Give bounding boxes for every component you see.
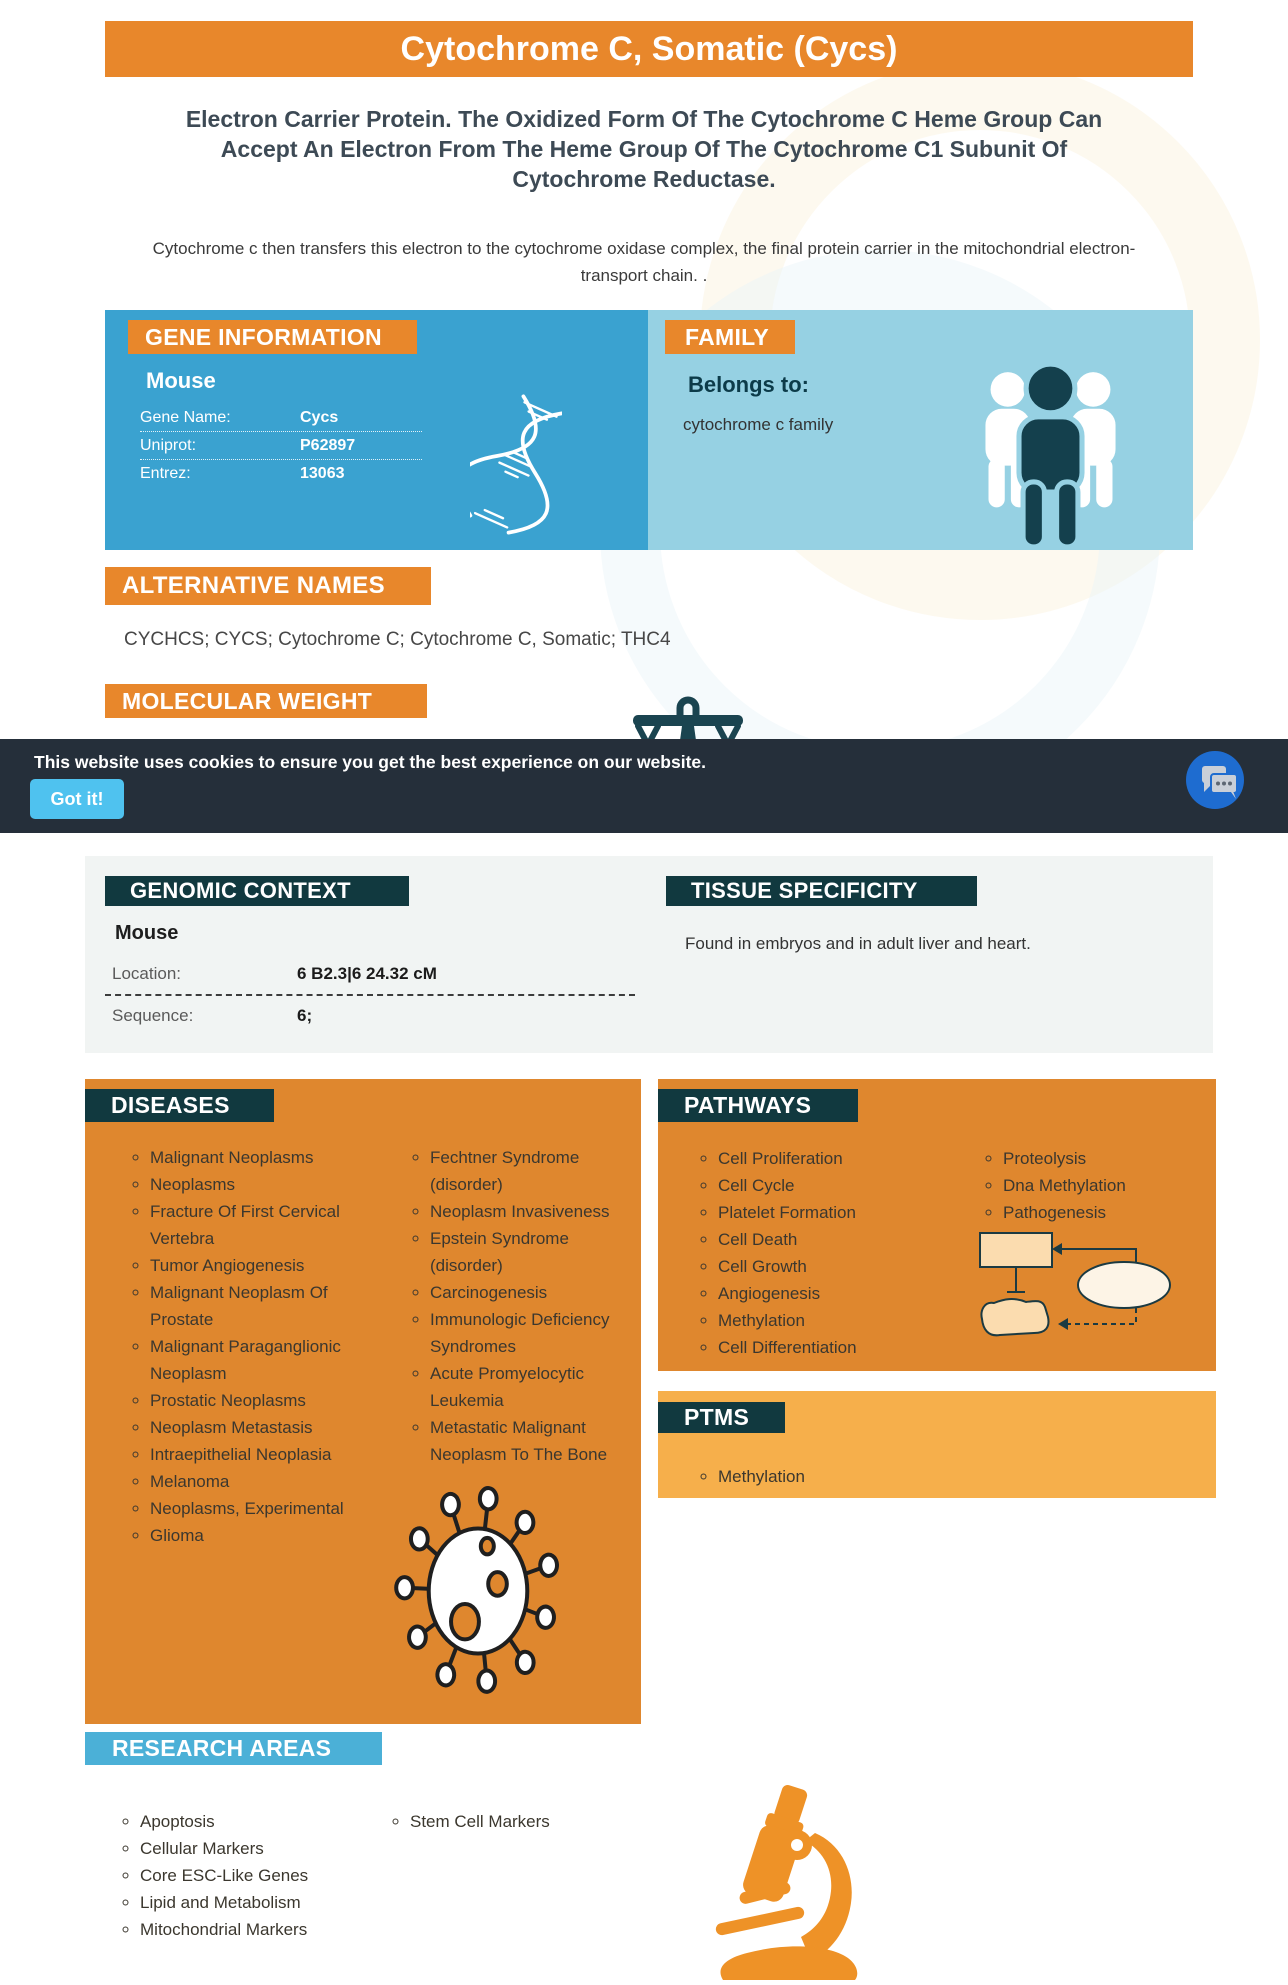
- entrez-value: 13063: [300, 465, 345, 482]
- divider: [105, 994, 635, 996]
- list-item: ◦ Epstein Syndrome (disorder): [430, 1225, 627, 1279]
- list-item: ◦ Methylation: [718, 1307, 913, 1334]
- ptms-panel: [658, 1391, 1216, 1498]
- location-label: Location:: [112, 964, 181, 983]
- family-panel: [648, 310, 1193, 550]
- gene-information-heading: GENE INFORMATION: [128, 320, 417, 354]
- dna-icon: [470, 382, 562, 547]
- flowchart-icon: [976, 1227, 1178, 1349]
- family-heading: FAMILY: [665, 320, 795, 354]
- research-areas-list-2: [375, 1808, 635, 1835]
- molecular-weight-heading: MOLECULAR WEIGHT: [105, 684, 427, 718]
- diseases-heading: DISEASES: [85, 1089, 274, 1122]
- list-item: ◦ Cell Death: [718, 1226, 913, 1253]
- pathways-list-2: [968, 1145, 1198, 1226]
- list-item: ◦ Cellular Markers: [140, 1835, 365, 1862]
- list-item: ◦ Cell Proliferation: [718, 1145, 913, 1172]
- location-row: [112, 964, 632, 984]
- gene-name-row: [140, 404, 422, 432]
- list-item: ◦ Proteolysis: [1003, 1145, 1198, 1172]
- list-item: ◦ Cell Growth: [718, 1253, 913, 1280]
- gene-information-panel: [105, 310, 648, 550]
- list-item: ◦ Pathogenesis: [1003, 1199, 1198, 1226]
- list-item: ◦ Neoplasms: [150, 1171, 347, 1198]
- gene-name-value: Cycs: [300, 409, 339, 426]
- sequence-label: Sequence:: [112, 1006, 194, 1025]
- list-item: ◦ Stem Cell Markers: [410, 1808, 635, 1835]
- chat-bubbles-icon: [1186, 751, 1244, 809]
- tissue-specificity-heading: TISSUE SPECIFICITY: [666, 876, 977, 906]
- family-name: cytochrome c family: [683, 415, 834, 434]
- list-item: ◦ Carcinogenesis: [430, 1279, 627, 1306]
- list-item: ◦ Malignant Neoplasms: [150, 1144, 347, 1171]
- diseases-list-2: [395, 1144, 627, 1468]
- sequence-row: [112, 1006, 632, 1026]
- list-item: ◦ Dna Methylation: [1003, 1172, 1198, 1199]
- cookie-message: This website uses cookies to ensure you get the best experience on our website.: [34, 752, 706, 772]
- diseases-list-1: [115, 1144, 347, 1549]
- people-icon: [968, 362, 1133, 550]
- list-item: ◦ Core ESC-Like Genes: [140, 1862, 365, 1889]
- list-item: ◦ Immunologic Deficiency Syndromes: [430, 1306, 627, 1360]
- microscope-icon: [703, 1783, 915, 1983]
- gene-species: Mouse: [146, 368, 216, 393]
- ptms-list: [683, 1463, 983, 1490]
- list-item: ◦ Fechtner Syndrome (disorder): [430, 1144, 627, 1198]
- genomic-context-panel: [85, 856, 1213, 1053]
- list-item: ◦ Tumor Angiogenesis: [150, 1252, 347, 1279]
- pathways-heading: PATHWAYS: [658, 1089, 858, 1122]
- pathways-list-1: [683, 1145, 913, 1361]
- list-item: ◦ Neoplasm Invasiveness: [430, 1198, 627, 1225]
- list-item: ◦ Apoptosis: [140, 1808, 365, 1835]
- alternative-names-text: CYCHCS; CYCS; Cytochrome C; Cytochrome C, Somatic; THC4: [124, 629, 671, 650]
- uniprot-row: [140, 432, 422, 460]
- research-areas-list-1: [105, 1808, 365, 1943]
- alternative-names-heading: ALTERNATIVE NAMES: [105, 567, 431, 605]
- belongs-to-label: Belongs to:: [688, 372, 809, 397]
- virus-icon: [393, 1479, 563, 1699]
- list-item: ◦ Neoplasm Metastasis: [150, 1414, 347, 1441]
- uniprot-value: P62897: [300, 437, 356, 454]
- list-item: ◦ Cell Differentiation: [718, 1334, 913, 1361]
- ptms-heading: PTMS: [658, 1402, 785, 1433]
- chat-widget-button[interactable]: [1186, 751, 1244, 809]
- page-subtitle: Electron Carrier Protein. The Oxidized Form Of The Cytochrome C Heme Group Can Accept An Electron From The Heme Group Of The Cytochrome C1 Subunit Of Cytochrome Reductase.: [185, 106, 1103, 192]
- list-item: ◦ Glioma: [150, 1522, 347, 1549]
- tissue-specificity-text: Found in embryos and in adult liver and heart.: [685, 934, 1031, 953]
- uniprot-label: Uniprot:: [140, 437, 197, 454]
- genomic-context-heading: GENOMIC CONTEXT: [105, 876, 409, 906]
- location-value: 6 B2.3|6 24.32 cM: [297, 964, 437, 983]
- list-item: ◦ Acute Promyelocytic Leukemia: [430, 1360, 627, 1414]
- list-item: ◦ Fracture Of First Cervical Vertebra: [150, 1198, 347, 1252]
- list-item: ◦ Neoplasms, Experimental: [150, 1495, 347, 1522]
- page-title: Cytochrome C, Somatic (Cycs): [105, 21, 1193, 77]
- list-item: ◦ Angiogenesis: [718, 1280, 913, 1307]
- gene-info-table: [140, 404, 422, 487]
- pathways-panel: [658, 1079, 1216, 1371]
- list-item: ◦ Malignant Neoplasm Of Prostate: [150, 1279, 347, 1333]
- cookie-banner: [0, 739, 1288, 833]
- list-item: ◦ Methylation: [718, 1463, 983, 1490]
- got-it-button[interactable]: Got it!: [30, 779, 124, 819]
- gene-name-label: Gene Name:: [140, 409, 231, 426]
- research-areas-heading: RESEARCH AREAS: [85, 1732, 382, 1765]
- list-item: ◦ Melanoma: [150, 1468, 347, 1495]
- list-item: ◦ Malignant Paraganglionic Neoplasm: [150, 1333, 347, 1387]
- list-item: ◦ Intraepithelial Neoplasia: [150, 1441, 347, 1468]
- list-item: ◦ Cell Cycle: [718, 1172, 913, 1199]
- page-intro: Cytochrome c then transfers this electron to the cytochrome oxidase complex, the final protein carrier in the mitochondrial electron-transport chain. .: [152, 239, 1136, 285]
- list-item: ◦ Metastatic Malignant Neoplasm To The Bone: [430, 1414, 627, 1468]
- list-item: ◦ Prostatic Neoplasms: [150, 1387, 347, 1414]
- diseases-panel: [85, 1079, 641, 1724]
- list-item: ◦ Lipid and Metabolism: [140, 1889, 365, 1916]
- entrez-label: Entrez:: [140, 465, 191, 482]
- genomic-species: Mouse: [115, 922, 179, 944]
- list-item: ◦ Platelet Formation: [718, 1199, 913, 1226]
- sequence-value: 6;: [297, 1006, 313, 1025]
- entrez-row: [140, 460, 422, 487]
- list-item: ◦ Mitochondrial Markers: [140, 1916, 365, 1943]
